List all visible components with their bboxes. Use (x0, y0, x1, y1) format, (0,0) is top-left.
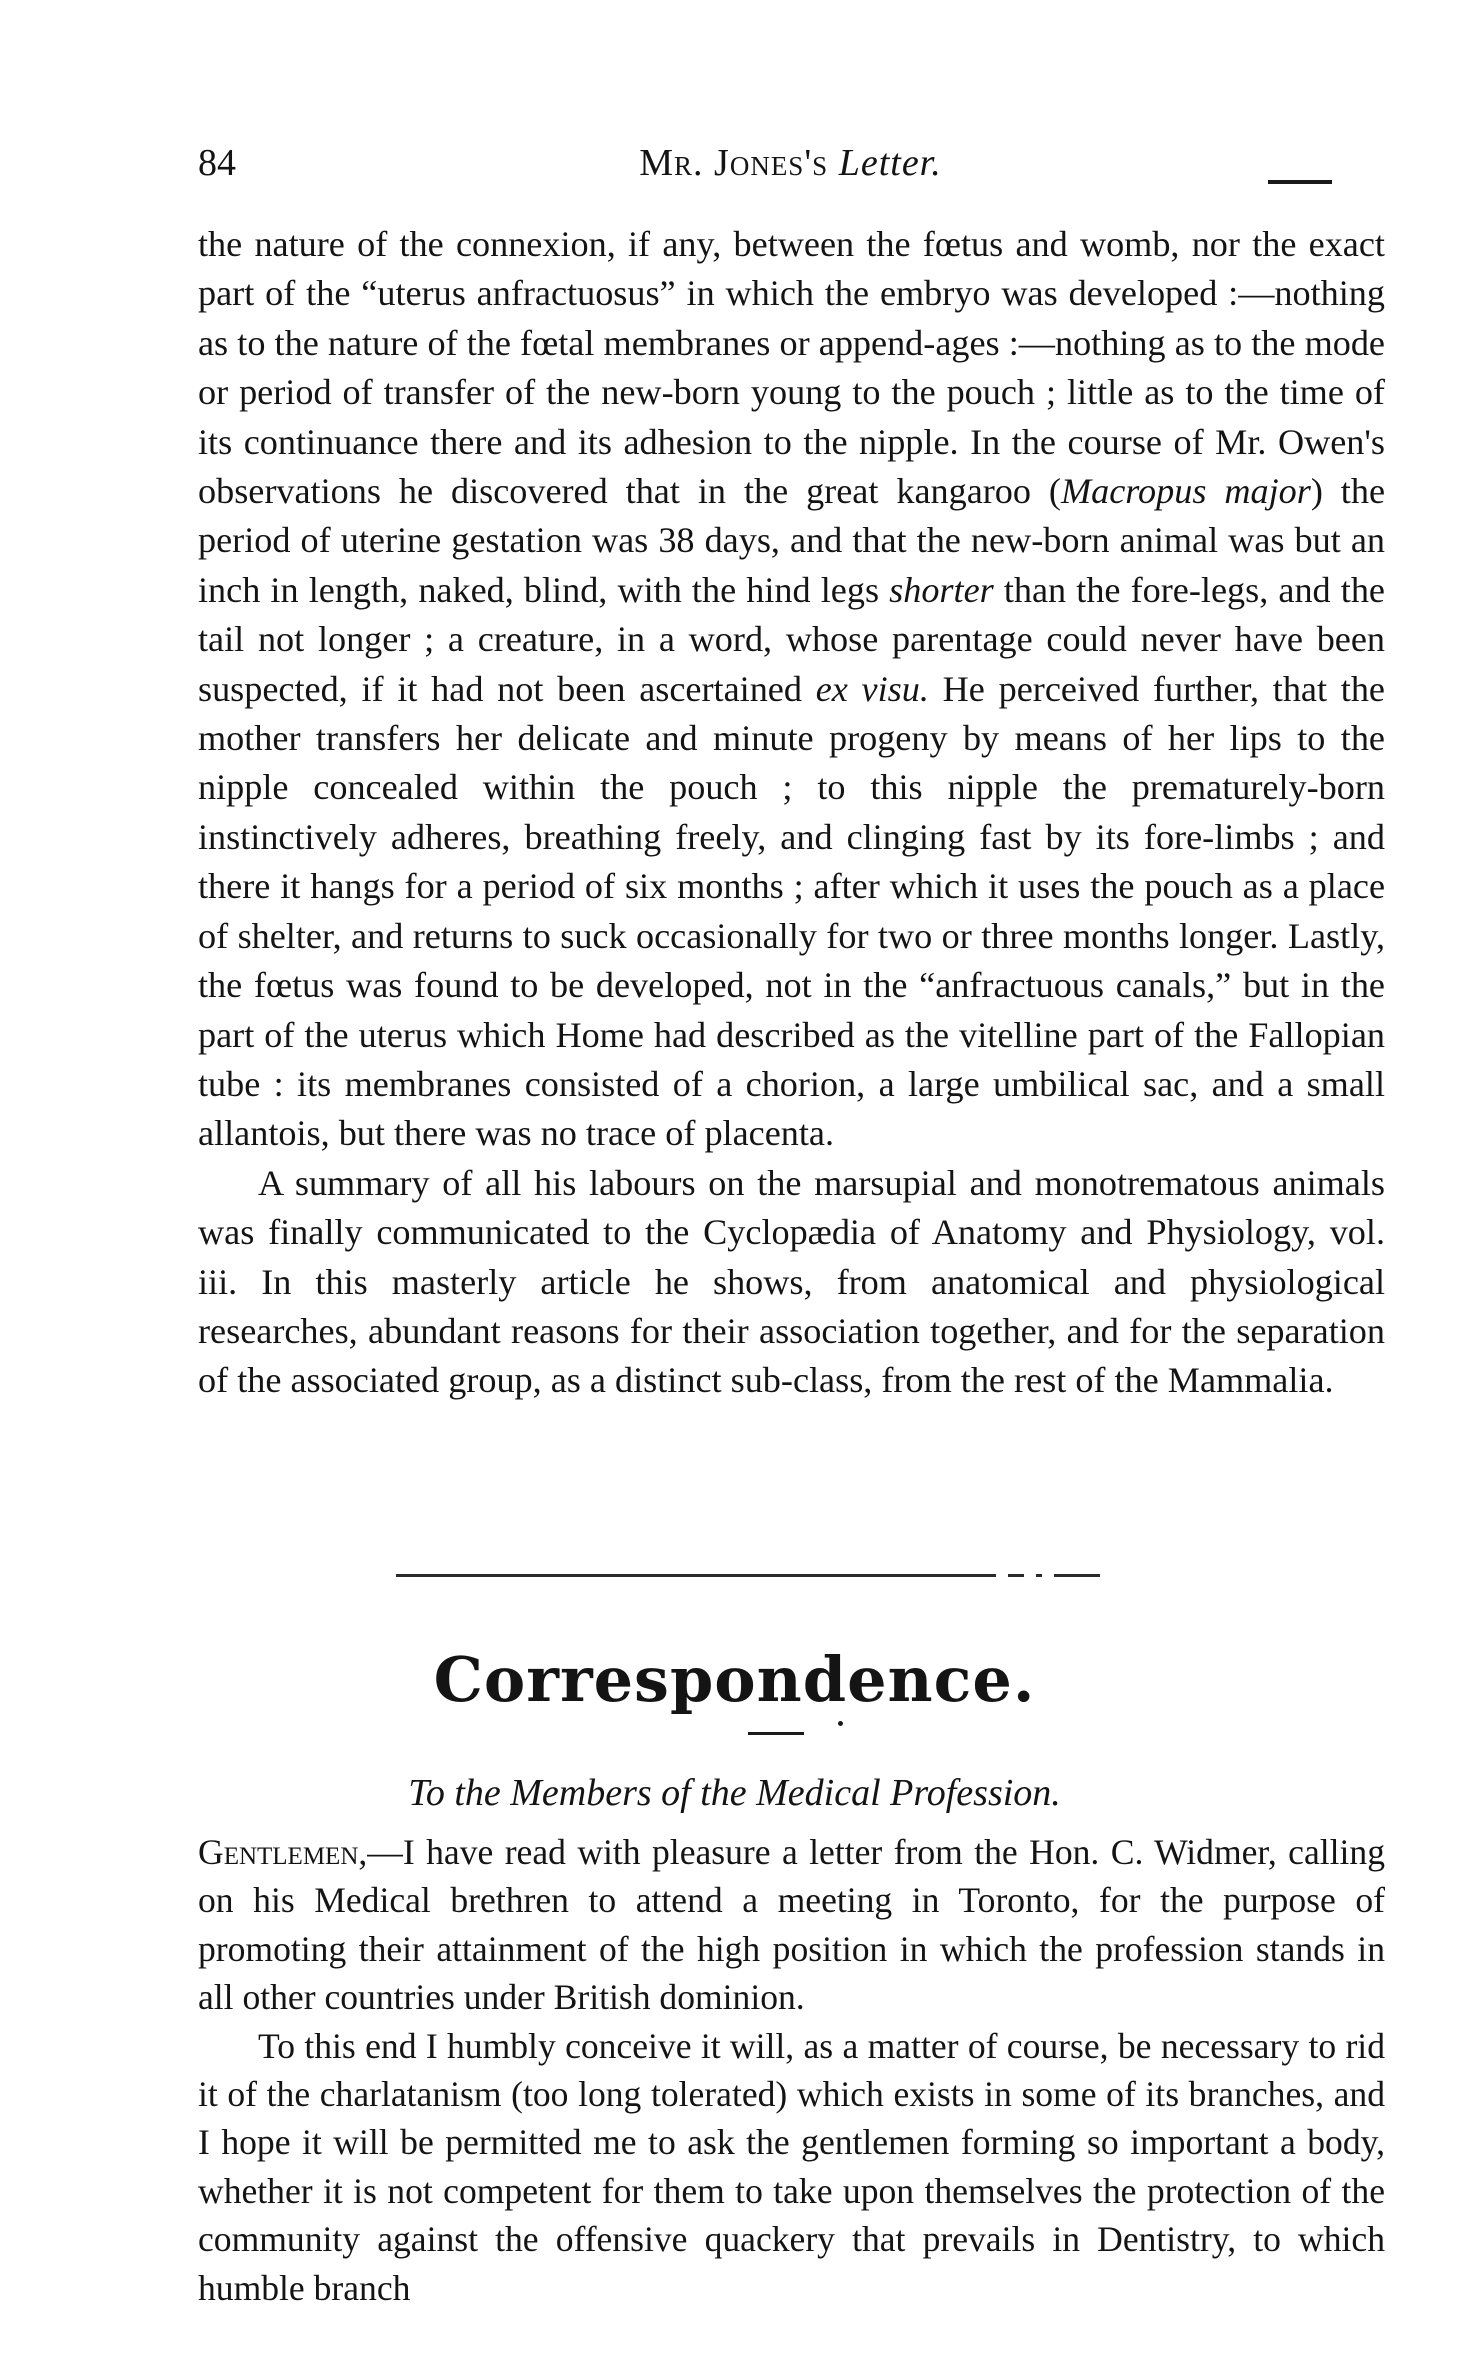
article-paragraph-1 (198, 220, 1385, 1159)
text-line: necessary to rid it of the charlatanism (too long tolerated) which exists (198, 2025, 1385, 2115)
text-line: to suck occasionally for two or three months longer. Lastly, the fœtus (198, 915, 1386, 1006)
text-line: discovered that in the great kangaroo ( (450, 471, 1061, 512)
text-line: perceived further, that the mother transfers her delicate and minute (198, 668, 1385, 759)
running-title-name: Mr. Jones's (639, 142, 829, 184)
running-title (198, 138, 1383, 188)
letter-salutation: Gentlemen, (198, 1832, 368, 1872)
text-line: ) the period of (198, 471, 1386, 561)
text-line: to this nipple the prematurely-born instinctively adheres, breathing freely, (198, 767, 1385, 857)
text-line: uterine gestation was 38 days, and that the new-born animal was but an (340, 520, 1386, 561)
italic-species-name: Macropus major (1061, 471, 1311, 512)
text-line: To this end I humbly conceive it will, as a matter of course, be (258, 2025, 1152, 2066)
letter-addressee: To the Members of the Medical Profession. (408, 1772, 1061, 1814)
text-line: Fallopian tube : its membranes consisted of a chorion, a large umbilical (198, 1014, 1385, 1104)
running-title-italic: Letter. (838, 142, 942, 184)
text-line: never have been suspected, if it had not been ascertained (198, 619, 1386, 709)
text-line: animals was finally communicated to the Cyclopædia of Anatomy and (198, 1162, 1385, 1253)
text-line: sac, and a small allantois, but there was no trace of placenta. (198, 1063, 1385, 1154)
text-line: Physiology, vol. iii. In this masterly article he shows, from anatomical (198, 1212, 1385, 1302)
text-line: young to the pouch ; little as to the time of its continuance there and its (198, 372, 1385, 462)
text-line: and the tail not longer ; a creature, in a word, whose parentage could (198, 569, 1385, 660)
text-line: exact part of the “uterus anfractuosus” in which the embryo was (198, 224, 1385, 314)
text-line: ages :—nothing as to the mode or period of transfer of the new-born (198, 322, 1385, 413)
text-line: and clinging fast by its fore-limbs ; and there it hangs for a period of six (198, 816, 1385, 907)
text-line: inch in length, naked, blind, with the hind legs (198, 569, 890, 610)
header-rule-mark (1268, 180, 1332, 184)
text-line: —I have read with pleasure a letter from the Hon. C. Widmer, (367, 1832, 1277, 1872)
text-line: months ; after which it uses the pouch as a place of shelter, and returns (198, 866, 1386, 956)
page-number: 84 (198, 142, 236, 184)
text-line: gentlemen forming so important a body, whether it is not competent for (198, 2122, 1385, 2211)
text-line: He (928, 668, 985, 709)
text-line: adhesion to the nipple. In the course of Mr. Owen's observations he (198, 421, 1386, 512)
text-line: sub-class, from the rest of the Mammalia. (730, 1360, 1334, 1401)
text-line: them to take upon themselves the protection of the community against (198, 2170, 1385, 2260)
running-head (198, 138, 1383, 188)
letter-paragraph-1 (198, 1828, 1385, 2022)
heading-ornament-dot (838, 1721, 843, 1726)
text-line: than the fore-legs, (993, 569, 1269, 610)
italic-latin-phrase: ex visu. (815, 668, 929, 709)
section-divider-dash (1036, 1574, 1042, 1577)
section-divider-dash (1054, 1574, 1100, 1577)
text-line: and physiological researches, abundant reasons for their association (198, 1261, 1386, 1351)
section-heading: Correspondence. (433, 1643, 1036, 1716)
text-line: developed :—nothing as to the nature of the fœtal membranes or append- (198, 273, 1385, 363)
text-line: in some of its branches, and I hope it will be permitted me to ask the (198, 2074, 1385, 2163)
text-line: together, and for the separation of the associated group, as a distinct (198, 1310, 1385, 1401)
heading-rule-mark (748, 1732, 804, 1735)
italic-word-shorter: shorter (889, 569, 994, 610)
letter-body (198, 1828, 1385, 2312)
text-line: part of the uterus which Home had described as the vitelline part of the (198, 1014, 1239, 1055)
article-paragraph-2 (198, 1159, 1385, 1406)
article-continuation (198, 220, 1385, 1406)
text-line: the offensive quackery that prevails in Dentistry, to which humble branch (198, 2219, 1385, 2308)
text-line: A summary of all his labours on the marsupial and monotrematous (258, 1162, 1260, 1203)
text-line: the nature of the connexion, if any, between the fœtus and womb, nor the (198, 224, 1297, 264)
text-line: progeny by means of her lips to the nipple concealed within the pouch ; (198, 718, 1385, 808)
text-line: calling on his Medical brethren to attend a meeting in Toronto, for the (198, 1832, 1385, 1921)
section-divider-rule (396, 1574, 996, 1577)
text-line: was found to be developed, not in the “anfractuous canals,” but in the (346, 965, 1385, 1006)
section-divider-dash (1008, 1574, 1024, 1577)
text-line: profession stands in all other countries under British dominion. (198, 1928, 1385, 2018)
letter-paragraph-2 (198, 2022, 1385, 2312)
text-line: purpose of promoting their attainment of the high position in which the (198, 1880, 1385, 1969)
